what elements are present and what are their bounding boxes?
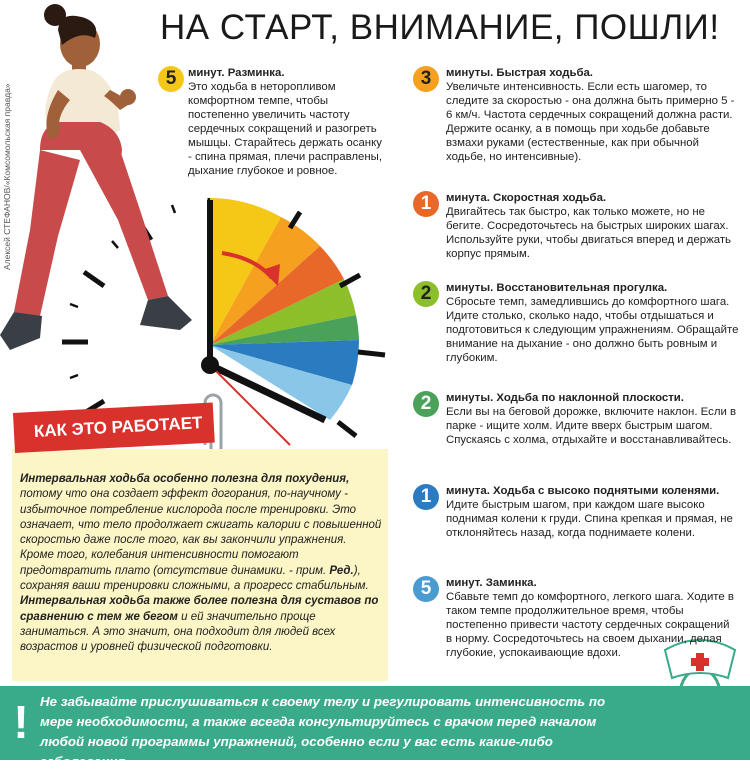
step-2-text: Увеличьте интенсивность. Если есть шагомер, то следите за скоростью - она должна быть примерно 5 - 6 км/ч. Частота сердечных сокращений должна расти. Держите осанку, а в помощь при ходьбе добавьте взмахи руками (естественные, как при обычной ходьбе, но интенсивные). (446, 81, 735, 163)
step-6 (446, 484, 742, 540)
step-1-text: Это ходьба в неторопливом комфортном темпе, чтобы постепенно увеличить частоту сердечных сокращений и разогреть мышцы. Старайтесь держать осанку - спина прямая, плечи расправлены, дыхание глубокое и ровное. (188, 81, 383, 177)
step-number-3: 1 (413, 191, 439, 217)
step-3-title: минута. Скоростная ходьба. (446, 192, 607, 204)
step-4 (446, 281, 742, 365)
step-number-7: 5 (413, 576, 439, 602)
step-7 (446, 576, 736, 660)
step-2 (446, 66, 742, 164)
info-text-2: ), сохраняя ваши тренировки сложными, а прогресс стабильным. (20, 564, 369, 593)
step-4-title: минуты. Восстановительная прогулка. (446, 282, 668, 294)
step-number-1: 5 (158, 66, 184, 92)
info-bold-2: Ред. (329, 564, 354, 577)
page-title: НА СТАРТ, ВНИМАНИЕ, ПОШЛИ! (160, 8, 720, 47)
photo-credit: Алексей СТЕФАНОВ/«Комсомольская правда» (2, 83, 12, 270)
step-2-title: минуты. Быстрая ходьба. (446, 67, 593, 79)
step-7-title: минут. Заминка. (446, 577, 537, 589)
step-3-text: Двигайтесь так быстро, как только можете, но не бегите. Сосредоточьтесь на быстрых широких шагах. Используйте руки, чтобы двигаться вперед и держать корпус прямым. (446, 206, 731, 260)
info-text-1: потому что она создает эффект догорания, по-научному - избыточное потребление кислорода после тренировки. Это означает, что тело продолжает сжигать калории с повышенной скоростью даже после того, как вы закончили упражнения. Кроме того, колебания интенсивности помогают предотвратить плато (отсутствие динамики. - прим. (20, 488, 382, 577)
step-5-title: минуты. Ходьба по наклонной плоскости. (446, 392, 684, 404)
step-number-5: 2 (413, 391, 439, 417)
info-text (20, 472, 382, 656)
info-text-3: и ей значительно проще заниматься. А это значит, она подходит для людей всех возрастов и уровней физической подготовки. (20, 610, 336, 654)
info-bold-1: Интервальная ходьба особенно полезна для похудения, (20, 473, 350, 485)
exclamation-icon: ! (13, 696, 29, 748)
info-bold-3: Интервальная ходьба также более полезна для суставов по сравнению с тем же бегом (20, 595, 379, 623)
step-number-2: 3 (413, 66, 439, 92)
step-1-title: минут. Разминка. (188, 67, 285, 79)
step-6-title: минута. Ходьба с высоко поднятыми коленями. (446, 485, 720, 497)
step-4-text: Сбросьте темп, замедлившись до комфортного шага. Идите столько, сколько надо, чтобы отдышаться и подготовиться к следующим упражнениям. Обращайте внимание на дыхание - оно должно быть ровным и глубоким. (446, 296, 739, 364)
step-5 (446, 391, 742, 447)
step-3 (446, 191, 742, 261)
step-5-text: Если вы на беговой дорожке, включите наклон. Если в парке - ищите холм. Идите вверх быстрым шагом. Спускаясь с холма, отдыхайте и восстанавливайтесь. (446, 406, 737, 446)
how-it-works-banner: КАК ЭТО РАБОТАЕТ (13, 403, 215, 453)
step-number-4: 2 (413, 281, 439, 307)
runner-illustration (0, 4, 192, 350)
footer-text: Не забывайте прислушиваться к своему телу и регулировать интенсивность по мере необходимости, а также всегда консультируйтесь с врачом перед началом любой новой программы упражнений, особенно если у вас есть какие-либо заболевания. (40, 694, 606, 769)
step-6-text: Идите быстрым шагом, при каждом шаге высоко поднимая колени к груди. Спина крепкая и прямая, не отклоняйтесь назад, когда поднимаете колени. (446, 499, 733, 539)
step-1 (188, 66, 386, 178)
step-7-text: Сбавьте темп до комфортного, легкого шага. Ходите в таком темпе продолжительное время, чтобы постепенно привести частоту сердечных сокращений в норму. Сосредоточьтесь на своем дыхании, делая глубокие, успокаивающие вдохи. (446, 591, 734, 659)
step-number-6: 1 (413, 484, 439, 510)
